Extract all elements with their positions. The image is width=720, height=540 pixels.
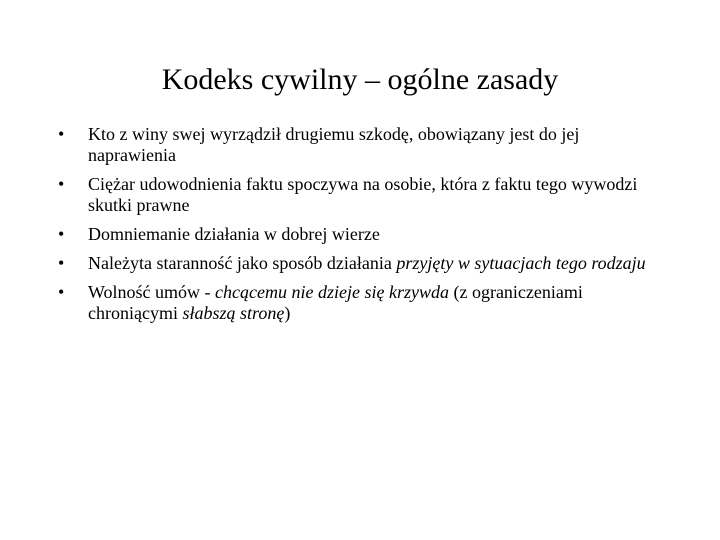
bullet-text-italic: chcącemu nie dzieje się krzywda [215, 282, 449, 302]
bullet-text-italic: słabszą stronę [182, 303, 285, 323]
bullet-dot: • [58, 282, 65, 302]
bullet-text: Wolność umów - [88, 282, 216, 302]
bullet-item-2 [58, 174, 658, 216]
bullet-dot: • [58, 124, 65, 144]
bullet-item-1 [58, 124, 658, 166]
bullet-text: Ciężar udowodnienia faktu spoczywa na osobie, która z faktu tego wywodzi skutki prawne [88, 174, 638, 215]
bullet-text: Domniemanie działania w dobrej wierze [88, 224, 380, 244]
bullet-text: Należyta staranność jako sposób działania [88, 253, 397, 273]
bullet-text: ) [284, 303, 291, 323]
bullet-dot: • [58, 253, 65, 273]
bullet-dot: • [58, 174, 65, 194]
bullet-item-5 [58, 282, 658, 324]
bullet-item-3 [58, 224, 658, 245]
bullet-list [58, 124, 658, 332]
bullet-text: Kto z winy swej wyrządził drugiemu szkodę, obowiązany jest do jej naprawienia [88, 124, 580, 165]
bullet-text: (z ograniczeniami chroniącymi [88, 282, 583, 323]
bullet-dot: • [58, 224, 65, 244]
bullet-item-4 [58, 253, 658, 274]
slide-title: Kodeks cywilny – ogólne zasady [161, 63, 559, 96]
bullet-text-italic: przyjęty w sytuacjach tego rodzaju [396, 253, 646, 273]
